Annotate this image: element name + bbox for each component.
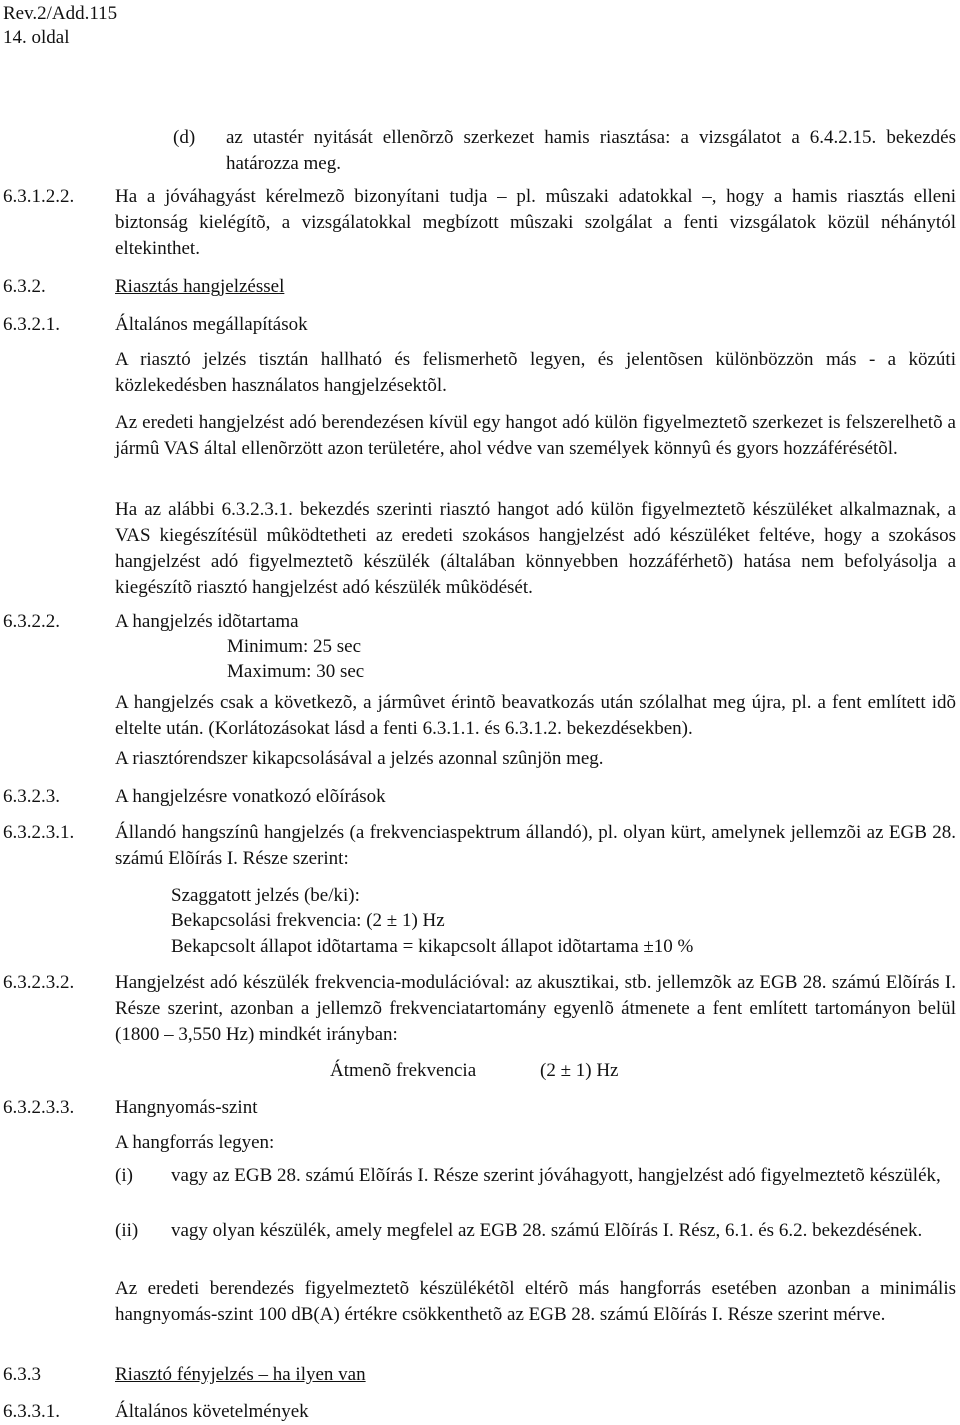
paragraph-6-3-2-3-1 xyxy=(3,820,956,872)
section-heading-6-3-2-2 xyxy=(3,609,956,635)
section-heading-6-3-2-1 xyxy=(3,312,956,338)
section-number: 6.3.2.3.3. xyxy=(3,1097,75,1118)
minimum-duration: Minimum: 25 sec xyxy=(227,636,362,657)
spec-line: Bekapcsolt állapot idõtartama = kikapcsolt állapot idõtartama ±10 % xyxy=(171,936,694,957)
paragraph-body xyxy=(3,690,956,742)
section-heading-6-3-2-3-3 xyxy=(3,1095,956,1121)
page-number-label: 14. oldal xyxy=(3,27,70,48)
paragraph-text: Hangjelzést adó készülék frekvencia-modulációval: az akusztikai, stb. jellemzõk az EGB 28. számú Elõírás I. Része szerint, azonban a jellemzõ frekvenciatartomány egyenlõ átmenete a fent említett tartományon belül (1800 – 3,550 Hz) mindkét irányban: xyxy=(115,972,956,1045)
section-title: Riasztás hangjelzéssel xyxy=(115,276,285,297)
list-item-text: vagy olyan készülék, amely megfelel az EGB 28. számú Elõírás I. Rész, 6.1. és 6.2. bekezdésének. xyxy=(171,1220,923,1241)
document-reference: Rev.2/Add.115 xyxy=(3,3,118,24)
section-number: 6.3.2.2. xyxy=(3,611,60,632)
paragraph-text: Az eredeti berendezés figyelmeztetõ készülékétõl eltérõ más hangforrás esetében azonban a minimális hangnyomás-szint 100 dB(A) értékre csökkenthetõ az EGB 28. számú Elõírás I. Része szerint mérve. xyxy=(115,1278,956,1325)
list-item-d xyxy=(3,125,956,177)
paragraph-text: Ha az alábbi 6.3.2.3.1. bekezdés szerinti riasztó hangot adó külön figyelmeztetõ készüléket alkalmaznak, a VAS kiegészítésül mûködtetheti az eredeti szokásos hangjelzést adó készüléket feltéve, hogy a szokásos hangjelzést adó figyelmeztetõ készülék (általában könnyebben hozzáférhetõ) hatása nem befolyásolja a kiegészítõ riasztó hangjelzést adó készülék mûködését. xyxy=(115,499,956,598)
section-title: Hangnyomás-szint xyxy=(115,1097,258,1118)
list-item-text: vagy az EGB 28. számú Elõírás I. Része szerint jóváhagyott, hangjelzést adó figyelmeztetõ készülék, xyxy=(171,1165,941,1186)
paragraph-text: A hangjelzés csak a következõ, a jármûvet érintõ beavatkozás után szólalhat meg újra, pl. a fent említett idõ eltelte után. (Korlátozásokat lásd a fenti 6.3.1.1. és 6.3.1.2. bekezdésekben). xyxy=(115,692,956,739)
paragraph-text: Az eredeti hangjelzést adó berendezésen kívül egy hangot adó külön figyelmeztetõ szerkezet is felszerelhetõ a jármû VAS által ellenõrzött azon területére, ahol védve van személyek könnyû és gyors hozzáférésétõl. xyxy=(115,412,956,459)
section-heading-6-3-3 xyxy=(3,1362,956,1388)
section-heading-6-3-2 xyxy=(3,274,956,300)
section-number: 6.3.2.3.2. xyxy=(3,972,75,993)
transition-frequency-value: (2 ± 1) Hz xyxy=(540,1060,619,1081)
paragraph-6-3-1-2-2 xyxy=(3,184,956,262)
section-heading-6-3-3-1 xyxy=(3,1399,956,1425)
list-marker: (ii) xyxy=(115,1220,139,1241)
section-number: 6.3.3.1. xyxy=(3,1401,60,1422)
paragraph-text: A riasztó jelzés tisztán hallható és felismerhetõ legyen, és jelentõsen különbözzön más - a közúti közlekedésben használatos hangjelzésektõl. xyxy=(115,349,956,396)
paragraph-body xyxy=(3,410,956,488)
paragraph-text: Ha a jóváhagyást kérelmezõ bizonyítani tudja – pl. mûszaki adatokkal –, hogy a hamis riasztás elleni biztonság kielégítõ, a vizsgálatokkal megbízott mûszaki szolgálat a fenti vizsgálatok közül néhánytól eltekinthet. xyxy=(115,186,956,259)
list-item-ii xyxy=(3,1218,956,1270)
section-number: 6.3.2.3. xyxy=(3,786,60,807)
section-title: A hangjelzés idõtartama xyxy=(115,611,299,632)
section-title: Általános követelmények xyxy=(115,1401,309,1422)
section-title: Riasztó fényjelzés – ha ilyen van xyxy=(115,1364,366,1385)
section-number: 6.3.2.1. xyxy=(3,314,60,335)
spec-line: Bekapcsolási frekvencia: (2 ± 1) Hz xyxy=(171,910,445,931)
section-number: 6.3.2. xyxy=(3,276,46,297)
paragraph-body xyxy=(3,497,956,601)
paragraph-6-3-2-3-2 xyxy=(3,970,956,1048)
section-title: Általános megállapítások xyxy=(115,314,308,335)
maximum-duration: Maximum: 30 sec xyxy=(227,661,365,682)
paragraph-body xyxy=(3,347,956,399)
list-marker: (i) xyxy=(115,1165,133,1186)
paragraph-body xyxy=(3,1276,956,1354)
list-item-text: az utastér nyitását ellenõrzõ szerkezet hamis riasztása: a vizsgálatot a 6.4.2.15. bekezdés határozza meg. xyxy=(226,127,956,174)
transition-frequency-label: Átmenõ frekvencia xyxy=(330,1060,477,1081)
list-item-i xyxy=(3,1163,956,1215)
paragraph-text: Állandó hangszínû hangjelzés (a frekvenciaspektrum állandó), pl. olyan kürt, amelynek jellemzõi az EGB 28. számú Elõírás I. Része szerint: xyxy=(115,822,956,869)
paragraph-text: A riasztórendszer kikapcsolásával a jelzés azonnal szûnjön meg. xyxy=(115,748,604,769)
section-number: 6.3.3 xyxy=(3,1364,41,1385)
list-marker: (d) xyxy=(173,127,196,148)
section-title: A hangjelzésre vonatkozó elõírások xyxy=(115,786,386,807)
paragraph-text: A hangforrás legyen: xyxy=(115,1132,275,1153)
section-number: 6.3.1.2.2. xyxy=(3,186,75,207)
spec-line: Szaggatott jelzés (be/ki): xyxy=(171,885,360,906)
section-number: 6.3.2.3.1. xyxy=(3,822,75,843)
section-heading-6-3-2-3 xyxy=(3,784,956,810)
